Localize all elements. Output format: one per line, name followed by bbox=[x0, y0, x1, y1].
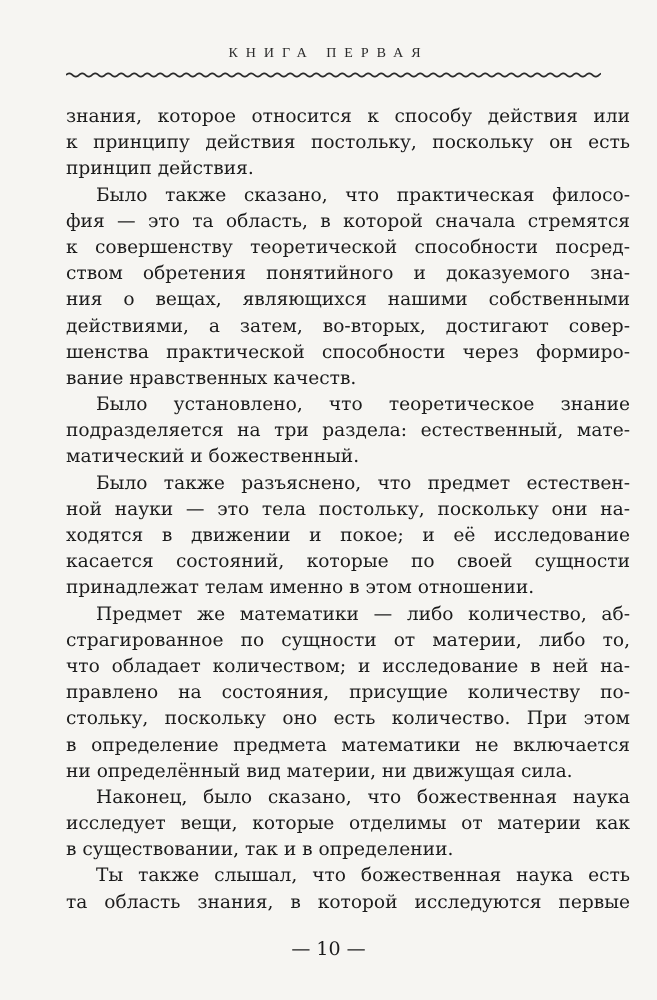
text-line: к принципу действия постольку, поскольку он есть bbox=[66, 132, 630, 154]
text-line: Наконец, было сказано, что божественная наука bbox=[96, 786, 630, 808]
text-line: принадлежат телам именно в этом отношении. bbox=[66, 577, 535, 599]
text-line: знания, которое относится к способу действия или bbox=[66, 106, 630, 127]
text-line: в определение предмета математики не включается bbox=[66, 734, 630, 756]
text-line: исследует вещи, которые отделимы от материи как bbox=[66, 813, 630, 835]
text-line: ния о вещах, являющихся нашими собственными bbox=[66, 289, 630, 311]
body-text bbox=[66, 104, 630, 916]
text-line: фия — это та область, в которой сначала стремятся bbox=[66, 210, 630, 232]
text-line: шенства практической способности через формиро- bbox=[66, 341, 630, 363]
text-line: принцип действия. bbox=[66, 158, 254, 180]
running-head: КНИГА ПЕРВАЯ bbox=[228, 46, 429, 61]
text-line: Ты также слышал, что божественная наука есть bbox=[96, 865, 630, 887]
text-line: ством обретения понятийного и доказуемого зна- bbox=[66, 263, 630, 285]
text-line: матический и божественный. bbox=[66, 446, 360, 468]
text-line: вание нравственных качеств. bbox=[66, 367, 357, 389]
text-line: подразделяется на три раздела: естественный, мате- bbox=[66, 420, 630, 442]
text-line: ной науки — это тела постольку, поскольку они на- bbox=[66, 498, 630, 520]
text-line: та область знания, в которой исследуются первые bbox=[66, 891, 630, 913]
text-line: стольку, поскольку оно есть количество. При этом bbox=[66, 708, 630, 730]
text-line: ходятся в движении и покое; и её исследование bbox=[66, 525, 630, 546]
text-line: что обладает количеством; и исследование в ней на- bbox=[66, 655, 630, 677]
text-line: Было установлено, что теоретическое знание bbox=[96, 394, 630, 416]
text-line: касается состояний, которые по своей сущности bbox=[66, 551, 630, 573]
page-number: — 10 — bbox=[291, 938, 366, 960]
text-line: правлено на состояния, присущие количеству по- bbox=[66, 682, 630, 704]
wavy-divider bbox=[66, 68, 601, 82]
text-line: к совершенству теоретической способности посред- bbox=[66, 236, 630, 258]
text-line: Было также сказано, что практическая филосо- bbox=[96, 184, 630, 206]
text-line: в существовании, так и в определении. bbox=[66, 839, 454, 861]
text-line: Было также разъяснено, что предмет естествен- bbox=[96, 472, 630, 494]
text-line: действиями, а затем, во-вторых, достигают совер- bbox=[66, 315, 630, 337]
text-line: страгированное по сущности от материи, либо то, bbox=[66, 629, 630, 651]
text-line: Предмет же математики — либо количество, аб- bbox=[96, 603, 630, 625]
text-line: ни определённый вид материи, ни движущая сила. bbox=[66, 760, 573, 782]
